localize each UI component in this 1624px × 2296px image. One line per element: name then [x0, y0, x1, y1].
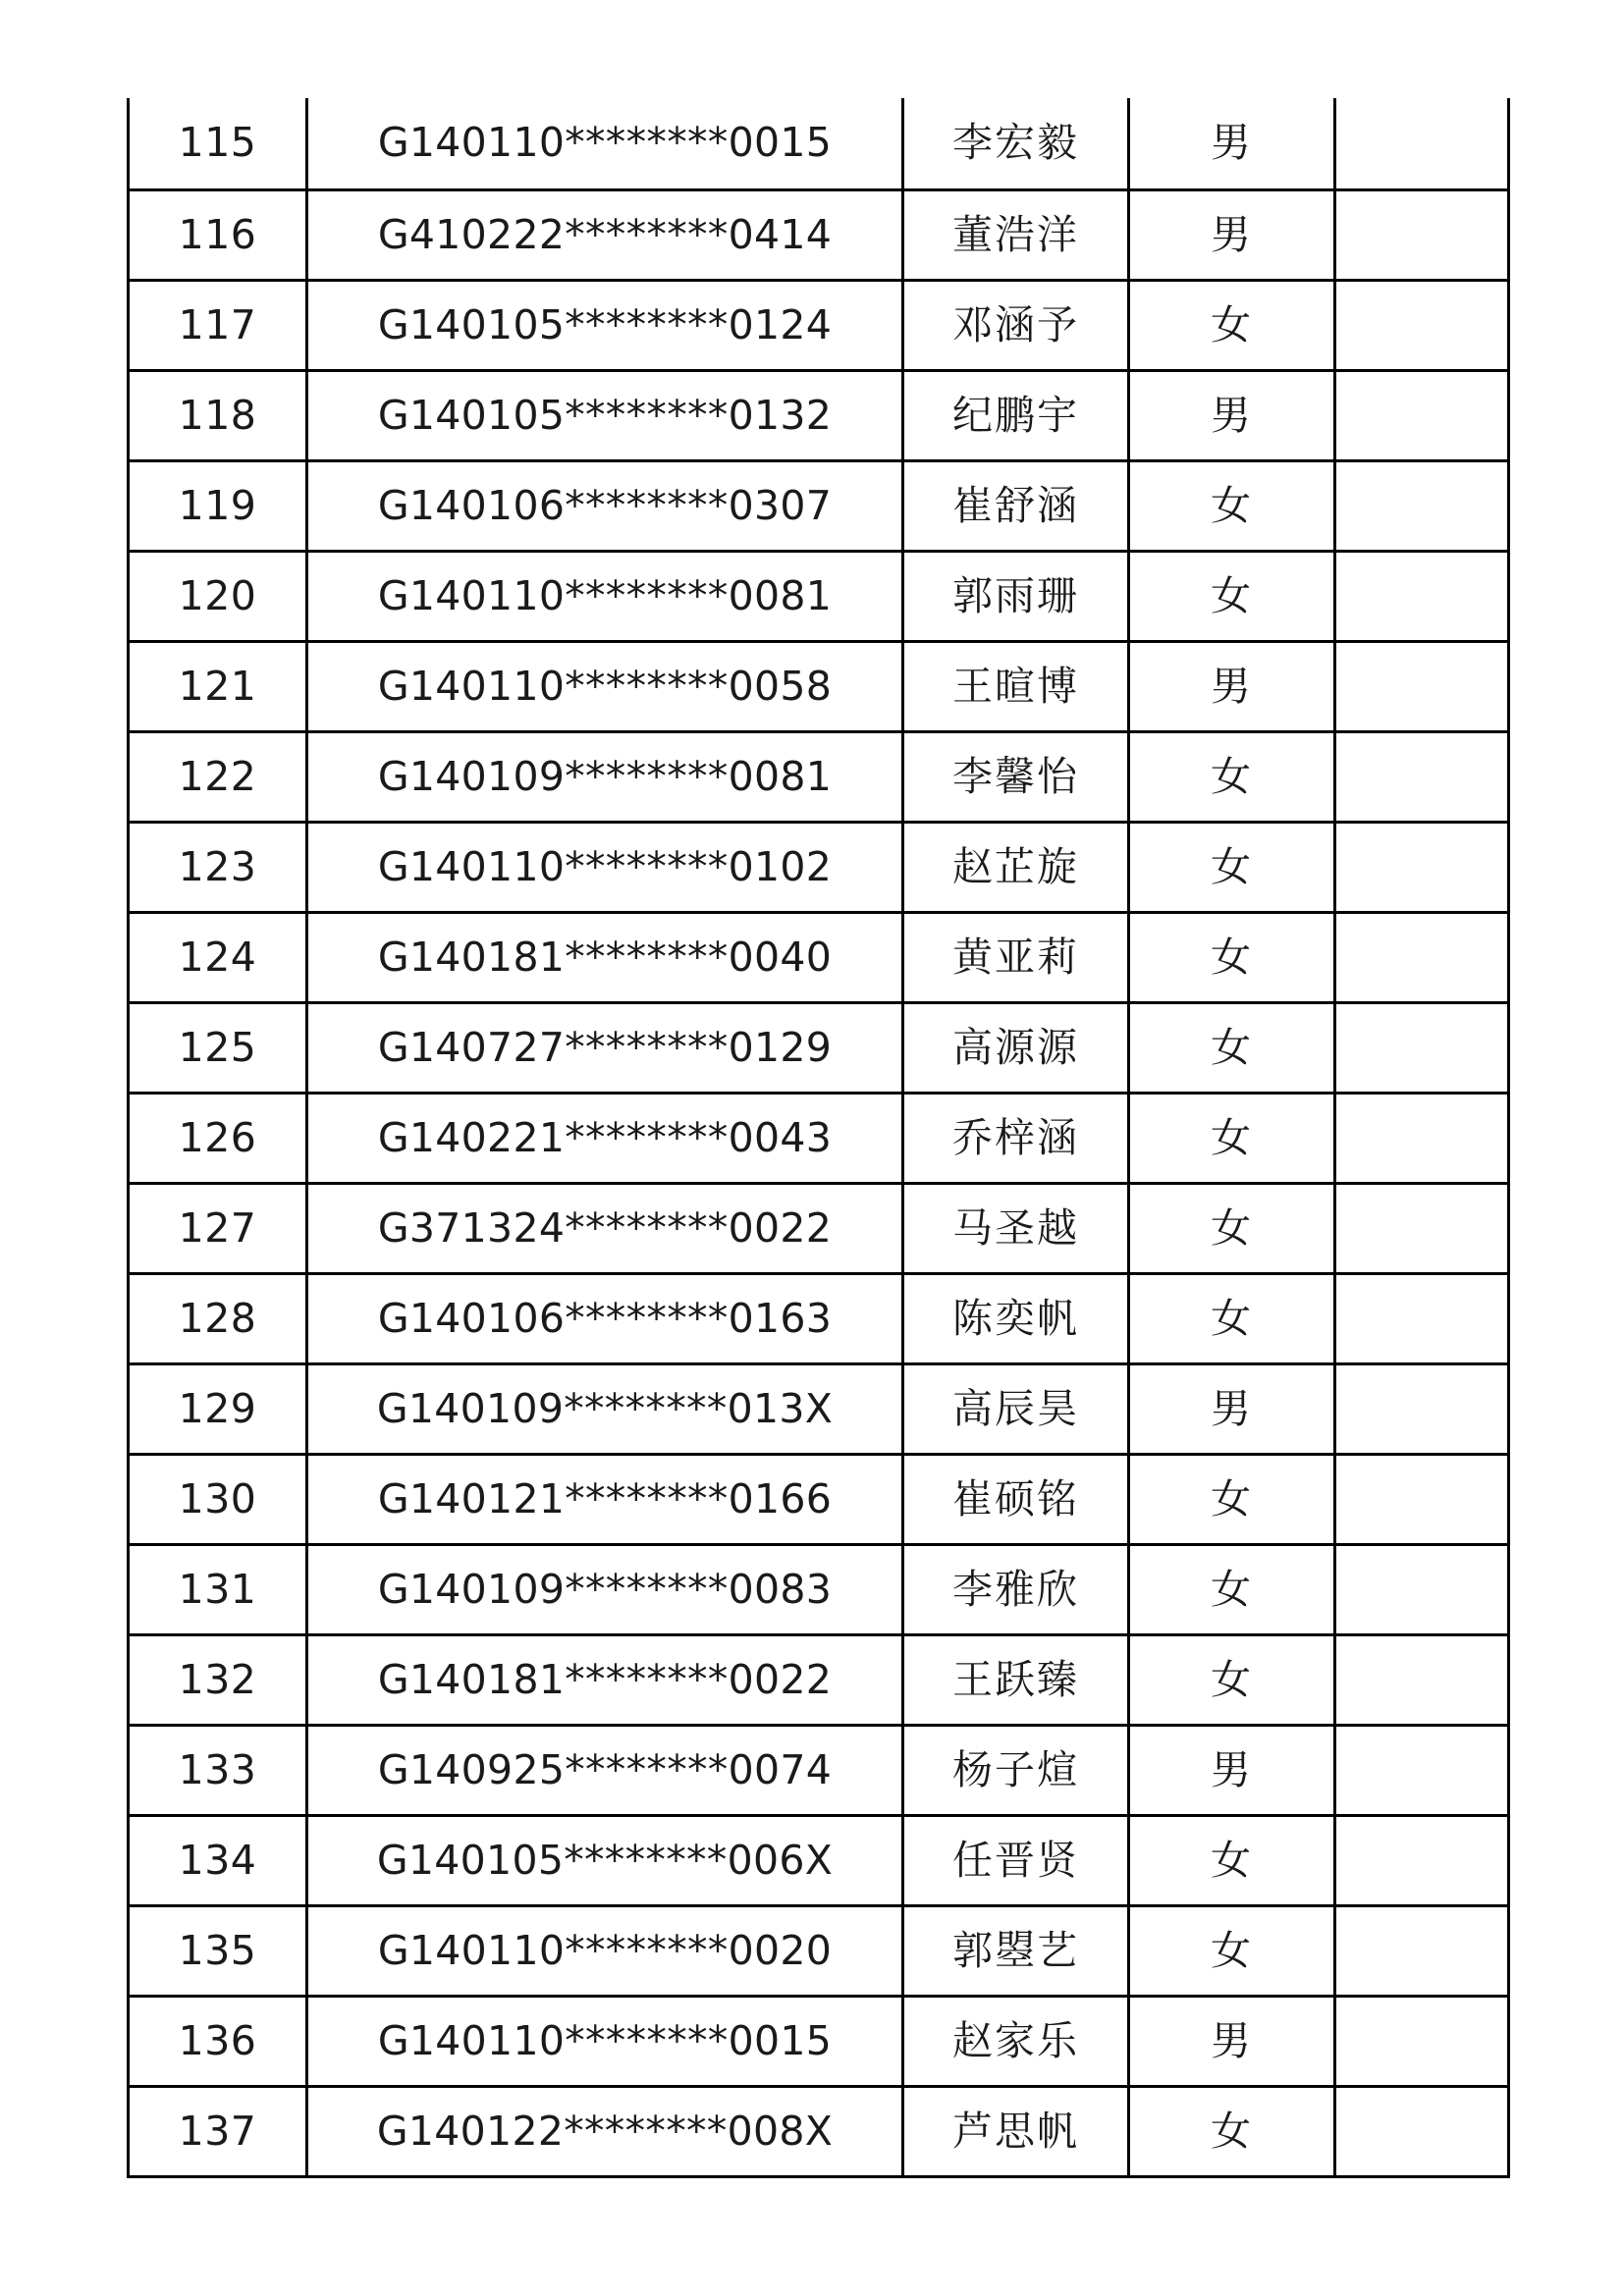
table-row	[129, 1002, 1509, 1093]
gender-cell: 女	[1129, 460, 1335, 551]
id-number-cell: G371324********0022	[307, 1183, 903, 1273]
row-number-cell: 123	[129, 822, 307, 912]
gender-cell: 女	[1129, 731, 1335, 822]
row-number-cell: 120	[129, 551, 307, 641]
note-cell	[1335, 2086, 1509, 2176]
name-cell: 王跃臻	[903, 1634, 1129, 1725]
name-cell: 郭曌艺	[903, 1905, 1129, 1996]
note-cell	[1335, 1183, 1509, 1273]
table-row	[129, 280, 1509, 370]
gender-cell: 男	[1129, 1725, 1335, 1815]
gender-cell: 男	[1129, 1363, 1335, 1454]
table-row	[129, 1363, 1509, 1454]
id-number-cell: G140181********0040	[307, 912, 903, 1002]
table-row	[129, 641, 1509, 731]
row-number-cell: 126	[129, 1093, 307, 1183]
table-row	[129, 1544, 1509, 1634]
row-number-cell: 130	[129, 1454, 307, 1544]
table-row	[129, 2086, 1509, 2176]
note-cell	[1335, 1454, 1509, 1544]
note-cell	[1335, 912, 1509, 1002]
row-number-cell: 128	[129, 1273, 307, 1363]
gender-cell: 女	[1129, 2086, 1335, 2176]
table-row	[129, 1815, 1509, 1905]
id-number-cell: G140109********013X	[307, 1363, 903, 1454]
table-row	[129, 1273, 1509, 1363]
note-cell	[1335, 1725, 1509, 1815]
name-cell: 李宏毅	[903, 98, 1129, 189]
id-number-cell: G140925********0074	[307, 1725, 903, 1815]
row-number-cell: 122	[129, 731, 307, 822]
table-row	[129, 370, 1509, 460]
note-cell	[1335, 641, 1509, 731]
note-cell	[1335, 370, 1509, 460]
row-number-cell: 135	[129, 1905, 307, 1996]
gender-cell: 女	[1129, 1905, 1335, 1996]
name-cell: 黄亚莉	[903, 912, 1129, 1002]
name-cell: 邓涵予	[903, 280, 1129, 370]
row-number-cell: 125	[129, 1002, 307, 1093]
note-cell	[1335, 551, 1509, 641]
table-row	[129, 460, 1509, 551]
name-cell: 崔舒涵	[903, 460, 1129, 551]
row-number-cell: 117	[129, 280, 307, 370]
gender-cell: 男	[1129, 98, 1335, 189]
gender-cell: 女	[1129, 822, 1335, 912]
note-cell	[1335, 98, 1509, 189]
row-number-cell: 132	[129, 1634, 307, 1725]
id-number-cell: G140109********0083	[307, 1544, 903, 1634]
id-number-cell: G140106********0307	[307, 460, 903, 551]
name-cell: 郭雨珊	[903, 551, 1129, 641]
gender-cell: 男	[1129, 1996, 1335, 2086]
note-cell	[1335, 280, 1509, 370]
name-cell: 赵家乐	[903, 1996, 1129, 2086]
gender-cell: 女	[1129, 1273, 1335, 1363]
id-number-cell: G140105********0124	[307, 280, 903, 370]
row-number-cell: 124	[129, 912, 307, 1002]
name-cell: 杨子煊	[903, 1725, 1129, 1815]
row-number-cell: 118	[129, 370, 307, 460]
row-number-cell: 136	[129, 1996, 307, 2086]
row-number-cell: 134	[129, 1815, 307, 1905]
row-number-cell: 121	[129, 641, 307, 731]
name-cell: 乔梓涵	[903, 1093, 1129, 1183]
table-row	[129, 912, 1509, 1002]
table-row	[129, 1905, 1509, 1996]
gender-cell: 女	[1129, 1093, 1335, 1183]
gender-cell: 女	[1129, 912, 1335, 1002]
gender-cell: 女	[1129, 1454, 1335, 1544]
gender-cell: 女	[1129, 1634, 1335, 1725]
table-row	[129, 1996, 1509, 2086]
id-number-cell: G140122********008X	[307, 2086, 903, 2176]
note-cell	[1335, 460, 1509, 551]
gender-cell: 女	[1129, 1183, 1335, 1273]
name-cell: 陈奕帆	[903, 1273, 1129, 1363]
note-cell	[1335, 1093, 1509, 1183]
name-cell: 李雅欣	[903, 1544, 1129, 1634]
id-number-cell: G140181********0022	[307, 1634, 903, 1725]
id-number-cell: G410222********0414	[307, 189, 903, 280]
row-number-cell: 115	[129, 98, 307, 189]
name-cell: 任晋贤	[903, 1815, 1129, 1905]
table-row	[129, 1183, 1509, 1273]
gender-cell: 男	[1129, 189, 1335, 280]
note-cell	[1335, 1273, 1509, 1363]
gender-cell: 女	[1129, 1815, 1335, 1905]
id-number-cell: G140110********0020	[307, 1905, 903, 1996]
id-number-cell: G140110********0081	[307, 551, 903, 641]
table-row	[129, 1634, 1509, 1725]
table-row	[129, 1093, 1509, 1183]
id-number-cell: G140105********0132	[307, 370, 903, 460]
name-cell: 芦思帆	[903, 2086, 1129, 2176]
gender-cell: 女	[1129, 1002, 1335, 1093]
id-number-cell: G140109********0081	[307, 731, 903, 822]
note-cell	[1335, 189, 1509, 280]
note-cell	[1335, 731, 1509, 822]
id-number-cell: G140110********0058	[307, 641, 903, 731]
row-number-cell: 116	[129, 189, 307, 280]
table-row	[129, 551, 1509, 641]
id-number-cell: G140121********0166	[307, 1454, 903, 1544]
row-number-cell: 129	[129, 1363, 307, 1454]
gender-cell: 男	[1129, 370, 1335, 460]
gender-cell: 男	[1129, 641, 1335, 731]
name-cell: 李馨怡	[903, 731, 1129, 822]
note-cell	[1335, 1905, 1509, 1996]
name-cell: 高辰昊	[903, 1363, 1129, 1454]
id-number-cell: G140727********0129	[307, 1002, 903, 1093]
table-row	[129, 822, 1509, 912]
id-number-cell: G140105********006X	[307, 1815, 903, 1905]
gender-cell: 女	[1129, 280, 1335, 370]
note-cell	[1335, 1544, 1509, 1634]
id-number-cell: G140110********0015	[307, 98, 903, 189]
id-number-cell: G140110********0015	[307, 1996, 903, 2086]
id-number-cell: G140221********0043	[307, 1093, 903, 1183]
roster-table	[127, 98, 1510, 2178]
table-row	[129, 1454, 1509, 1544]
id-number-cell: G140110********0102	[307, 822, 903, 912]
gender-cell: 女	[1129, 1544, 1335, 1634]
id-number-cell: G140106********0163	[307, 1273, 903, 1363]
name-cell: 董浩洋	[903, 189, 1129, 280]
name-cell: 崔硕铭	[903, 1454, 1129, 1544]
name-cell: 马圣越	[903, 1183, 1129, 1273]
name-cell: 纪鹏宇	[903, 370, 1129, 460]
table-row	[129, 1725, 1509, 1815]
note-cell	[1335, 1996, 1509, 2086]
note-cell	[1335, 1634, 1509, 1725]
table-row	[129, 98, 1509, 189]
note-cell	[1335, 1002, 1509, 1093]
table-row	[129, 189, 1509, 280]
name-cell: 赵芷旋	[903, 822, 1129, 912]
note-cell	[1335, 1363, 1509, 1454]
name-cell: 王暄博	[903, 641, 1129, 731]
row-number-cell: 137	[129, 2086, 307, 2176]
row-number-cell: 127	[129, 1183, 307, 1273]
name-cell: 高源源	[903, 1002, 1129, 1093]
row-number-cell: 131	[129, 1544, 307, 1634]
note-cell	[1335, 1815, 1509, 1905]
note-cell	[1335, 822, 1509, 912]
table-row	[129, 731, 1509, 822]
row-number-cell: 119	[129, 460, 307, 551]
gender-cell: 女	[1129, 551, 1335, 641]
row-number-cell: 133	[129, 1725, 307, 1815]
